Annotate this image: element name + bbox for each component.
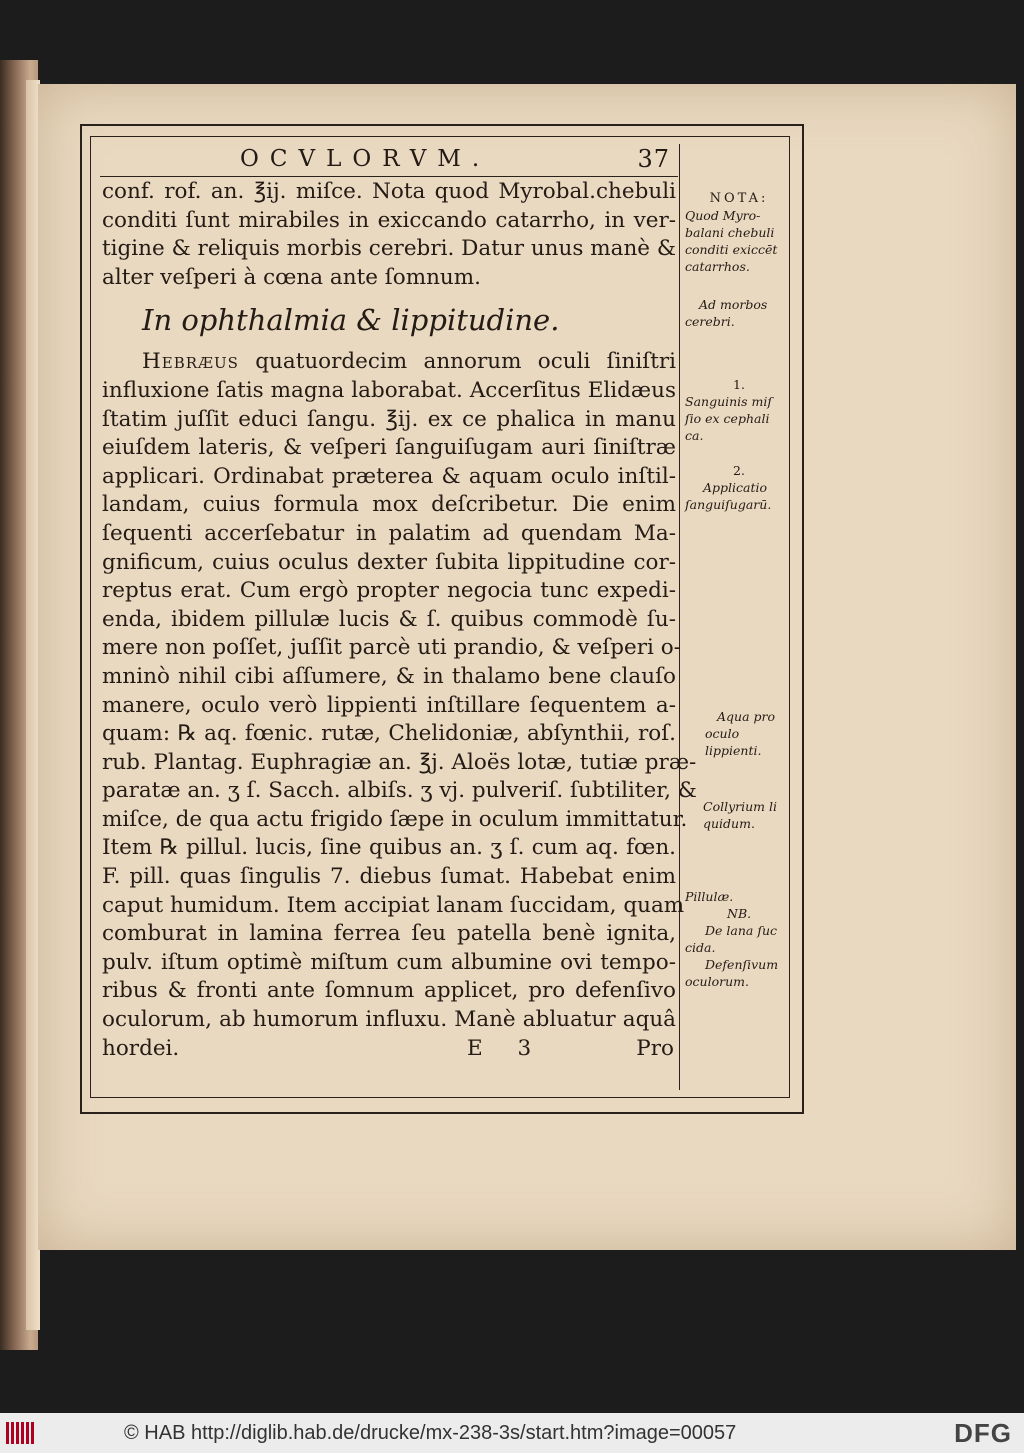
- text-line: paratæ an. ʒ ſ. Sacch. albiſs. ʒ vj. pulveriſ. ſubtiliter, &: [102, 778, 697, 804]
- margin-note-number: 1.: [733, 377, 745, 392]
- text-line: conf. rof. an. ℥ij. miſce. Nota quod Myrobal.chebuli: [102, 179, 676, 204]
- drop-word: Hebræus: [142, 349, 239, 375]
- margin-note-line: balani chebuli: [685, 225, 775, 240]
- margin-note-line: Defenſivum: [705, 957, 779, 972]
- text-line: quam: ℞ aq. fœnic. rutæ, Chelidoniæ, abſynthii, roſ.: [102, 721, 676, 747]
- margin-note-line: ſanguiſugarū.: [685, 497, 772, 512]
- footer-credit-link[interactable]: © HAB http://diglib.hab.de/drucke/mx-238-3s/start.htm?image=00057: [124, 1421, 737, 1444]
- text-line: ribus & fronti ante ſomnum applicet, pro defenſivo: [102, 978, 676, 1004]
- text-line: applicari. Ordinabat præterea & aquam oculo inſtil-: [102, 463, 676, 489]
- text-line: landam, cuius formula mox deſcribetur. Die enim: [102, 492, 676, 518]
- last-word: hordei.: [102, 1035, 180, 1061]
- text-line: [102, 348, 676, 377]
- dfg-logo: DFG: [954, 1417, 1012, 1448]
- margin-note-line: Ad morbos: [699, 297, 768, 312]
- main-text: [102, 178, 697, 1063]
- text-line: conditi ſunt mirabiles in exiccando catarrho, in ver-: [102, 207, 676, 233]
- text-line: enda, ibidem pillulæ lucis & ſ. quibus commodè ſu-: [102, 606, 676, 632]
- margin-note-number: 2.: [733, 463, 745, 478]
- text-line: mere non poſſet, juſſit parcè uti prandio, & veſperi o-: [102, 635, 681, 661]
- signature-line: [102, 1035, 676, 1064]
- margin-note-line: oculo lippienti.: [705, 726, 762, 758]
- margin-note-line: Pillulæ.: [685, 889, 734, 904]
- header-rule: [100, 176, 678, 177]
- margin-note-line: oculorum.: [685, 974, 749, 989]
- margin-column-rule: [679, 144, 680, 1090]
- margin-note-line: Applicatio: [703, 480, 768, 495]
- margin-note-pillulae: [685, 888, 793, 990]
- margin-note-line: ſio ex cephali: [685, 411, 770, 426]
- margin-note-line: cerebri.: [685, 314, 735, 329]
- margin-note-line: Sanguinis miſ: [685, 394, 773, 409]
- text-line: influxione ſatis magna laborabat. Accerſitus Elidæus: [102, 377, 676, 403]
- text-line: Item ℞ pillul. lucis, ſine quibus an. ʒ ſ. cum aq. fœn.: [102, 835, 676, 861]
- margin-note-line: De lana ſuc: [705, 923, 777, 938]
- text-line: eiuſdem lateris, & veſperi ſanguiſugam auri ſiniſtræ: [102, 435, 676, 461]
- signature-mark: E 3: [467, 1035, 546, 1061]
- margin-note-line: NB.: [727, 906, 752, 921]
- running-header: [240, 141, 670, 177]
- text-line: rub. Plantag. Euphragiæ an. ℥j. Aloës lotæ, tutiæ præ-: [102, 749, 697, 775]
- library-logo-icon: [6, 1422, 40, 1444]
- text-line: gnificum, cuius oculus dexter ſubita lippitudine cor-: [102, 549, 676, 575]
- text-line: reptus erat. Cum ergò propter negocia tunc expedi-: [102, 578, 676, 604]
- text-line: caput humidum. Item accipiat lanam ſuccidam, quam: [102, 892, 685, 918]
- text-line: manere, oculo verò lippienti inſtillare ſequentem a-: [102, 692, 676, 718]
- text-line: alter veſperi à cœna ante ſomnum.: [102, 264, 481, 290]
- text-line-rest: quatuordecim annorum oculi ſiniſtri: [255, 349, 676, 375]
- margin-note-applicatio: [685, 462, 793, 513]
- text-line: pulv. iſtum optimè miſtum cum albumine ovi tempo-: [102, 949, 676, 975]
- margin-note-title: NOTA:: [709, 191, 769, 206]
- margin-note-line: Collyrium li: [703, 799, 777, 814]
- text-line: oculorum, ab humorum influxu. Manè abluatur aquâ: [102, 1007, 676, 1033]
- running-title: OCVLORVM.: [240, 146, 491, 172]
- section-heading: In ophthalmia & lippitudine.: [142, 303, 560, 338]
- margin-note-line: conditi exiccēt: [685, 242, 778, 257]
- margin-note-line: Aqua pro: [717, 709, 776, 724]
- margin-note-nota: [685, 190, 793, 275]
- margin-note-collyrium: [685, 798, 793, 832]
- margin-note-line: catarrhos.: [685, 259, 750, 274]
- viewer-footer: [0, 1413, 1024, 1453]
- text-line: tigine & reliquis morbis cerebri. Datur unus manè &: [102, 236, 676, 262]
- text-line: ſtatim juſſit educi ſangu. ℥ij. ex ce phalica in manu: [102, 406, 676, 432]
- margin-note-line: ca.: [685, 428, 704, 443]
- catchword: Pro: [636, 1035, 674, 1061]
- page-number: 37: [637, 145, 670, 173]
- text-line: F. pill. quas ſingulis 7. diebus ſumat. Habebat enim: [102, 864, 676, 890]
- margin-note-line: cida.: [685, 940, 716, 955]
- text-line: mninò nihil cibi aſſumere, & in thalamo bene clauſo: [102, 663, 676, 689]
- margin-note-line: quidum.: [703, 816, 755, 831]
- margin-note-aqua: [685, 708, 793, 759]
- text-line: miſce, de qua actu frigido ſæpe in oculum immittatur.: [102, 806, 688, 832]
- text-line: ſequenti accerſebatur in palatim ad quendam Ma-: [102, 520, 676, 546]
- margin-note-cerebri: [685, 296, 793, 330]
- text-line: comburat in lamina ferrea ſeu patella benè ignita,: [102, 921, 676, 947]
- margin-note-line: Quod Myro-: [685, 208, 761, 223]
- margin-note-sanguinis: [685, 376, 793, 444]
